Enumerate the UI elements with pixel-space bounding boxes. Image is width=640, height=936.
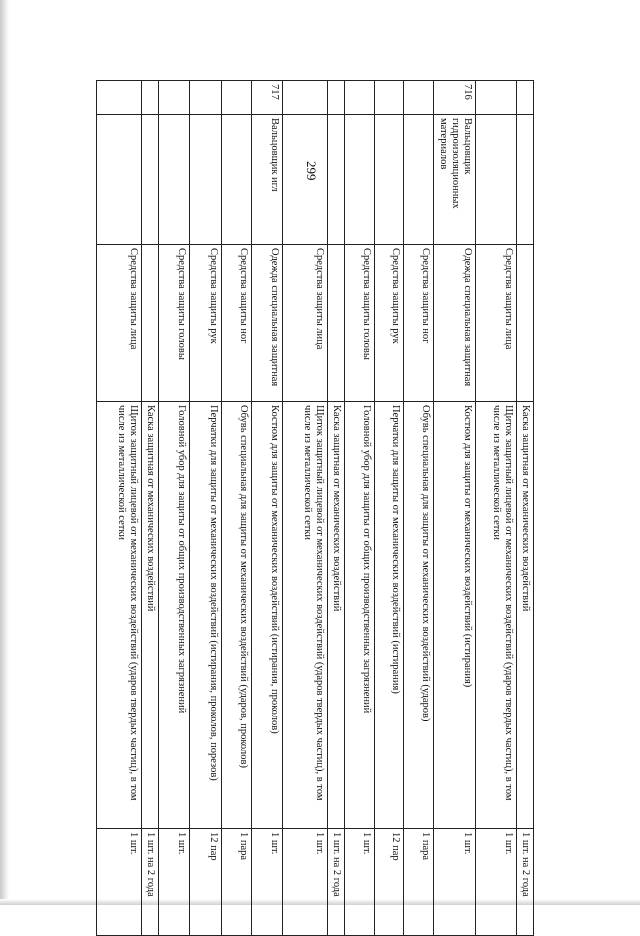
norm-cell: 1 пара xyxy=(403,829,433,936)
ppe-type-cell xyxy=(516,245,533,402)
ppe-type-cell: Средства защиты головы xyxy=(159,245,189,402)
profession-cell xyxy=(282,115,327,245)
ppe-name-cell: Обувь специальная для защиты от механических воздействий (ударов) xyxy=(403,402,433,829)
row-number-cell xyxy=(375,81,403,115)
row-number-cell xyxy=(159,81,189,115)
ppe-name-cell: Щиток защитный лицевой от механических воздействий (ударов твердых частиц), в том числе из металлической сетки xyxy=(97,402,142,829)
ppe-type-cell xyxy=(141,245,158,402)
ppe-norms-table xyxy=(96,80,534,936)
norm-cell: 1 шт. xyxy=(252,829,282,936)
rotated-table-container xyxy=(96,80,534,900)
ppe-type-cell: Средства защиты лица xyxy=(97,245,142,402)
row-number-cell xyxy=(516,81,533,115)
table-row xyxy=(141,81,158,936)
table-row xyxy=(476,81,517,936)
row-number-cell xyxy=(282,81,327,115)
table-row xyxy=(189,81,221,936)
row-number-cell xyxy=(476,81,517,115)
norm-cell: 1 шт. xyxy=(434,829,476,936)
row-number-cell: 716 xyxy=(434,81,476,115)
table-row xyxy=(516,81,533,936)
norm-cell: 1 шт. на 2 года xyxy=(141,829,158,936)
profession-cell xyxy=(327,115,344,245)
profession-cell xyxy=(222,115,252,245)
norm-cell: 1 шт. xyxy=(159,829,189,936)
ppe-name-cell: Головной убор для защиты от общих производственных загрязнений xyxy=(159,402,189,829)
profession-cell xyxy=(476,115,517,245)
row-number-cell xyxy=(97,81,142,115)
table-row xyxy=(252,81,282,936)
ppe-name-cell: Обувь специальная для защиты от механических воздействий (ударов, проколов) xyxy=(222,402,252,829)
profession-cell xyxy=(159,115,189,245)
ppe-type-cell: Средства защиты ног xyxy=(403,245,433,402)
profession-cell xyxy=(141,115,158,245)
ppe-type-cell xyxy=(327,245,344,402)
ppe-name-cell: Каска защитная от механических воздействий xyxy=(141,402,158,829)
ppe-type-cell: Средства защиты рук xyxy=(375,245,403,402)
ppe-type-cell: Средства защиты рук xyxy=(189,245,221,402)
ppe-type-cell: Одежда специальная защитная xyxy=(434,245,476,402)
norm-cell: 1 шт. на 2 года xyxy=(327,829,344,936)
profession-cell xyxy=(516,115,533,245)
table-row xyxy=(434,81,476,936)
ppe-name-cell: Костюм для защиты от механических воздействий (истирания) xyxy=(434,402,476,829)
ppe-name-cell: Перчатки для защиты от механических воздействий (истирания, проколов, порезов) xyxy=(189,402,221,829)
profession-cell xyxy=(344,115,374,245)
table-row xyxy=(344,81,374,936)
norm-cell: 1 шт. на 2 года xyxy=(516,829,533,936)
ppe-name-cell: Костюм для защиты от механических воздействий (истирания, проколов) xyxy=(252,402,282,829)
norm-cell: 1 пара xyxy=(222,829,252,936)
table-row xyxy=(403,81,433,936)
page-number-text: 299 xyxy=(304,161,319,181)
profession-cell xyxy=(189,115,221,245)
ppe-name-cell: Щиток защитный лицевой от механических воздействий (ударов твердых частиц), в том числе из металлической сетки xyxy=(282,402,327,829)
profession-cell: Вальцовщик игл xyxy=(252,115,282,245)
row-number-cell: 717 xyxy=(252,81,282,115)
norm-cell: 12 пар xyxy=(189,829,221,936)
row-number-cell xyxy=(189,81,221,115)
profession-cell: Вальцовщик гидроизоляционных материалов xyxy=(434,115,476,245)
ppe-name-cell: Щиток защитный лицевой от механических воздействий (ударов твердых частиц), в том числе из металлической сетки xyxy=(476,402,517,829)
norm-cell: 1 шт. xyxy=(282,829,327,936)
ppe-name-cell: Каска защитная от механических воздействий xyxy=(516,402,533,829)
table-row xyxy=(282,81,327,936)
table-row xyxy=(97,81,142,936)
table-row xyxy=(375,81,403,936)
row-number-cell xyxy=(222,81,252,115)
norm-cell: 1 шт. xyxy=(97,829,142,936)
ppe-type-cell: Средства защиты ног xyxy=(222,245,252,402)
profession-cell xyxy=(403,115,433,245)
ppe-type-cell: Средства защиты лица xyxy=(282,245,327,402)
ppe-type-cell: Одежда специальная защитная xyxy=(252,245,282,402)
norm-cell: 1 шт. xyxy=(344,829,374,936)
table-row xyxy=(222,81,252,936)
ppe-name-cell: Головной убор для защиты от общих производственных загрязнений xyxy=(344,402,374,829)
scan-shadow xyxy=(0,0,9,905)
row-number-cell xyxy=(344,81,374,115)
table-body xyxy=(97,81,534,936)
ppe-name-cell: Каска защитная от механических воздействий xyxy=(327,402,344,829)
table-row xyxy=(159,81,189,936)
norm-cell: 1 шт. xyxy=(476,829,517,936)
profession-cell xyxy=(97,115,142,245)
ppe-type-cell: Средства защиты лица xyxy=(476,245,517,402)
row-number-cell xyxy=(327,81,344,115)
norm-cell: 12 пар xyxy=(375,829,403,936)
ppe-name-cell: Перчатки для защиты от механических воздействий (истирания) xyxy=(375,402,403,829)
row-number-cell xyxy=(141,81,158,115)
ppe-type-cell: Средства защиты головы xyxy=(344,245,374,402)
profession-cell xyxy=(375,115,403,245)
row-number-cell xyxy=(403,81,433,115)
table-row xyxy=(327,81,344,936)
